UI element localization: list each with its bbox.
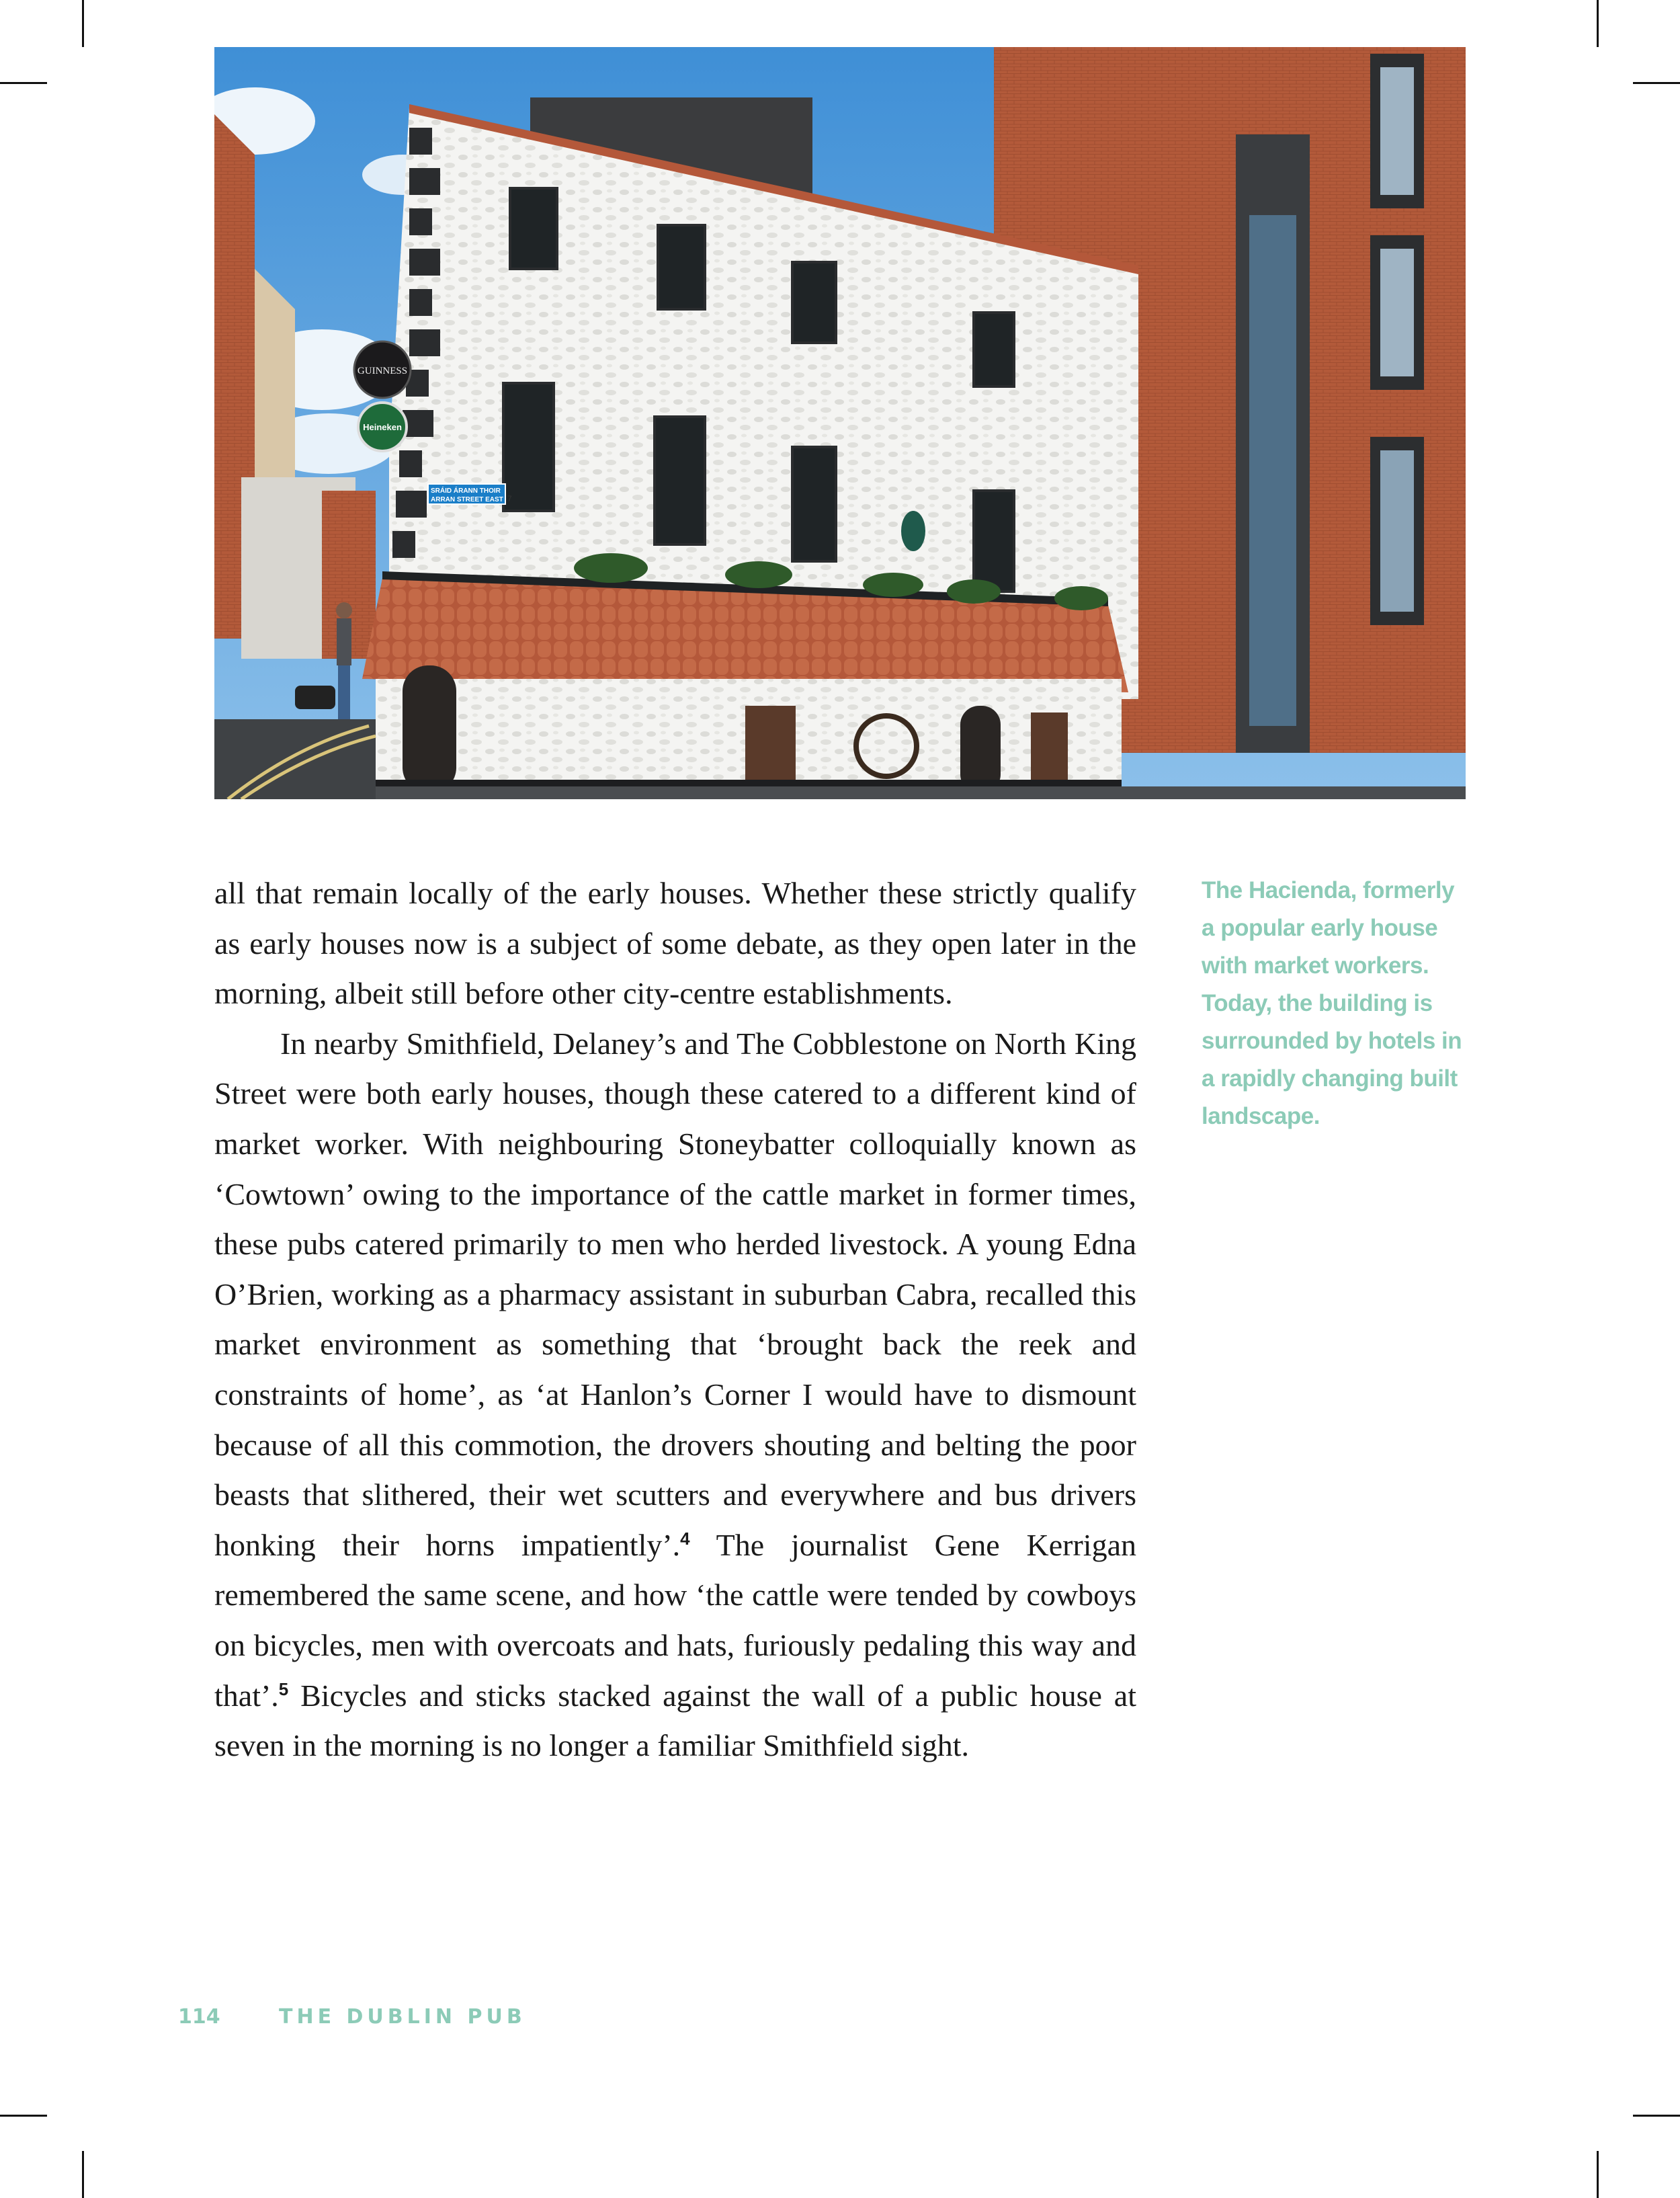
crop-mark-top-right-vertical xyxy=(1597,0,1599,47)
crop-mark-bottom-right-vertical xyxy=(1597,2151,1599,2198)
crop-mark-top-left-horizontal xyxy=(0,82,47,84)
paragraph-2 xyxy=(214,1019,1136,1771)
hacienda-sign xyxy=(901,511,925,551)
hacienda-pub-illustration xyxy=(214,47,1466,799)
crop-mark-top-left-vertical xyxy=(82,0,84,47)
paragraph-2-segment-2: The journalist Gene Kerrigan remembered the same scene, and how ‘the cattle were tended by cowboys on bicycles, men with overcoats and hats, furiously pedaling this way and that’. xyxy=(214,1527,1136,1713)
crop-mark-bottom-left-horizontal xyxy=(0,2115,47,2117)
street-sign-english: ARRAN STREET EAST xyxy=(431,496,503,503)
photo-caption: The Hacienda, formerly a popular early house with market workers. Today, the building is surrounded by hotels in a rapidly changing built landscape. xyxy=(1202,877,1462,1129)
street-number: 7 xyxy=(507,494,512,503)
body-text xyxy=(214,868,1136,1771)
paragraph-2-segment-1: In nearby Smithfield, Delaney’s and The Cobblestone on North King Street were both early houses, though these catered to a different kind of market worker. With neighbouring Stoneybatter colloquially known as ‘Cowtown’ owing to the importance of the cattle market in former times, these pubs catered primarily to men who herded livestock. A young Edna O’Brien, working as a pharmacy assistant in suburban Cabra, recalled this market environment as something that ‘brought back the reek and constraints of home’, as ‘at Hanlon’s Corner I would have to dismount because of all this commotion, the drovers shouting and belting the poor beasts that slithered, their wet scutters and everywhere and bus drivers honking their horns impatiently’. xyxy=(214,1026,1136,1562)
footnote-ref-5[interactable]: 5 xyxy=(278,1678,289,1699)
pub-photo xyxy=(214,47,1466,799)
crop-mark-bottom-right-horizontal xyxy=(1633,2115,1680,2117)
paragraph-1: all that remain locally of the early houses. Whether these strictly qualify as early houses now is a subject of some debate, as they open later in the morning, albeit still before other city-centre establishments. xyxy=(214,876,1136,1011)
heineken-sign-text: Heineken xyxy=(363,422,402,432)
running-head: THE DUBLIN PUB xyxy=(279,2005,526,2029)
guinness-sign-text: GUINNESS xyxy=(357,366,408,376)
crop-mark-bottom-left-vertical xyxy=(82,2151,84,2198)
footnote-ref-4[interactable]: 4 xyxy=(680,1528,690,1549)
page-number: 114 xyxy=(178,2005,220,2029)
crop-mark-top-right-horizontal xyxy=(1633,82,1680,84)
street-sign-irish: SRÁID ÁRANN THOIR xyxy=(431,487,501,495)
paragraph-2-segment-3: Bicycles and sticks stacked against the wall of a public house at seven in the morning is no longer a familiar Smithfield sight. xyxy=(214,1678,1136,1763)
